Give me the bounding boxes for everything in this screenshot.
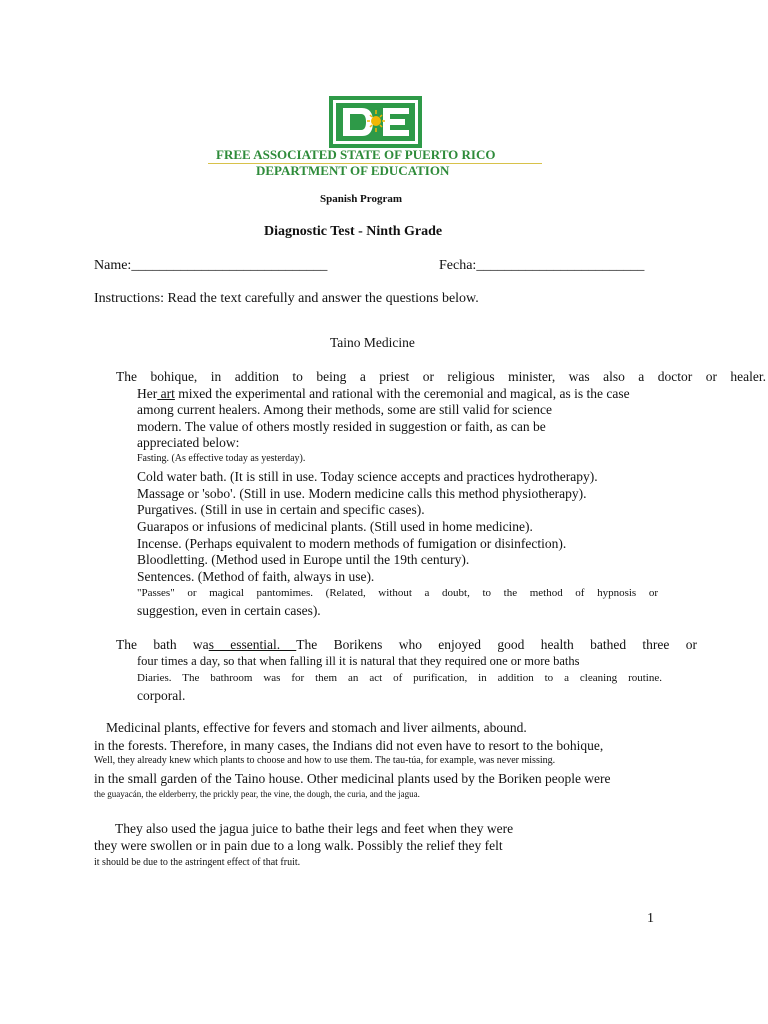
paragraph3-line4: in the small garden of the Taino house. Other medicinal plants used by the Boriken people were xyxy=(94,771,611,786)
header-agency: FREE ASSOCIATED STATE OF PUERTO RICO xyxy=(216,147,496,162)
method-item: suggestion, even in certain cases). xyxy=(137,603,321,618)
date-field[interactable] xyxy=(439,258,644,274)
method-item: Cold water bath. (It is still in use. Today science accepts and practices hydrotherapy). xyxy=(137,469,598,484)
paragraph4-line2: they were swollen or in pain due to a long walk. Possibly the relief they felt xyxy=(94,838,503,853)
p2-l1-underlined: s essential. xyxy=(208,637,297,652)
date-label: Fecha: xyxy=(439,258,477,273)
paragraph1-line5: appreciated below: xyxy=(137,435,240,450)
paragraph2-line3: Diaries. The bathroom was for them an act of purification, in addition to a cleaning routine. xyxy=(137,672,662,684)
paragraph1-line4: modern. The value of others mostly resided in suggestion or faith, as can be xyxy=(137,419,546,434)
header-department: DEPARTMENT OF EDUCATION xyxy=(256,163,450,178)
de-logo xyxy=(329,96,422,148)
paragraph1-line3: among current healers. Among their methods, some are still valid for science xyxy=(137,402,552,417)
method-item: Bloodletting. (Method used in Europe until the 19th century). xyxy=(137,552,470,567)
paragraph3-line5: the guayacán, the elderberry, the prickly pear, the vine, the dough, the curia, and the jagua. xyxy=(94,789,420,799)
paragraph4-line3: it should be due to the astringent effect of that fruit. xyxy=(94,857,301,868)
name-field[interactable] xyxy=(94,258,327,274)
method-item: Sentences. (Method of faith, always in use). xyxy=(137,569,375,584)
paragraph4-line1: They also used the jagua juice to bathe their legs and feet when they were xyxy=(115,821,514,836)
paragraph2-line1 xyxy=(116,637,697,653)
method-item: Incense. (Perhaps equivalent to modern methods of fumigation or disinfection). xyxy=(137,536,567,551)
p1-l2-end: mixed the experimental and rational with the ceremonial and magical, as is the case xyxy=(174,386,630,401)
reading-title: Taino Medicine xyxy=(330,335,415,350)
program-label: Spanish Program xyxy=(320,193,403,205)
paragraph2-line2: four times a day, so that when falling ill it is natural that they required one or more baths xyxy=(137,654,580,668)
name-label: Name: xyxy=(94,258,132,273)
p1-l2-underlined: art xyxy=(157,386,175,401)
instructions: Instructions: Read the text carefully and answer the questions below. xyxy=(94,291,479,306)
paragraph3-line1: Medicinal plants, effective for fevers and stomach and liver ailments, abound. xyxy=(106,720,527,735)
paragraph1-line1: The bohique, in addition to being a priest or religious minister, was also a doctor or healer. xyxy=(116,369,766,384)
test-title: Diagnostic Test - Ninth Grade xyxy=(264,224,443,239)
paragraph1-line2 xyxy=(137,386,630,402)
method-item: Fasting. (As effective today as yesterday). xyxy=(137,453,306,464)
method-item: Guarapos or infusions of medicinal plants. (Still used in home medicine). xyxy=(137,519,533,534)
method-item: "Passes" or magical pantomimes. (Related, without a doubt, to the method of hypnosis or xyxy=(137,587,658,599)
date-blank[interactable]: ________________________ xyxy=(476,258,645,273)
page-number: 1 xyxy=(647,911,654,926)
paragraph2-line4: corporal. xyxy=(137,688,186,703)
name-blank[interactable]: ____________________________ xyxy=(131,258,328,273)
p2-l1-start: The bath wa xyxy=(116,637,209,652)
p2-l1-end: The Borikens who enjoyed good health bathed three or xyxy=(296,637,697,652)
paragraph3-line2: in the forests. Therefore, in many cases, the Indians did not even have to resort to the bohique, xyxy=(94,738,604,753)
paragraph3-line3: Well, they already knew which plants to choose and how to use them. The tau-túa, for example, was never missing. xyxy=(94,755,556,766)
method-item: Purgatives. (Still in use in certain and specific cases). xyxy=(137,502,425,517)
method-item: Massage or 'sobo'. (Still in use. Modern medicine calls this method physiotherapy). xyxy=(137,486,587,501)
p1-l2-start: Her xyxy=(137,386,158,401)
